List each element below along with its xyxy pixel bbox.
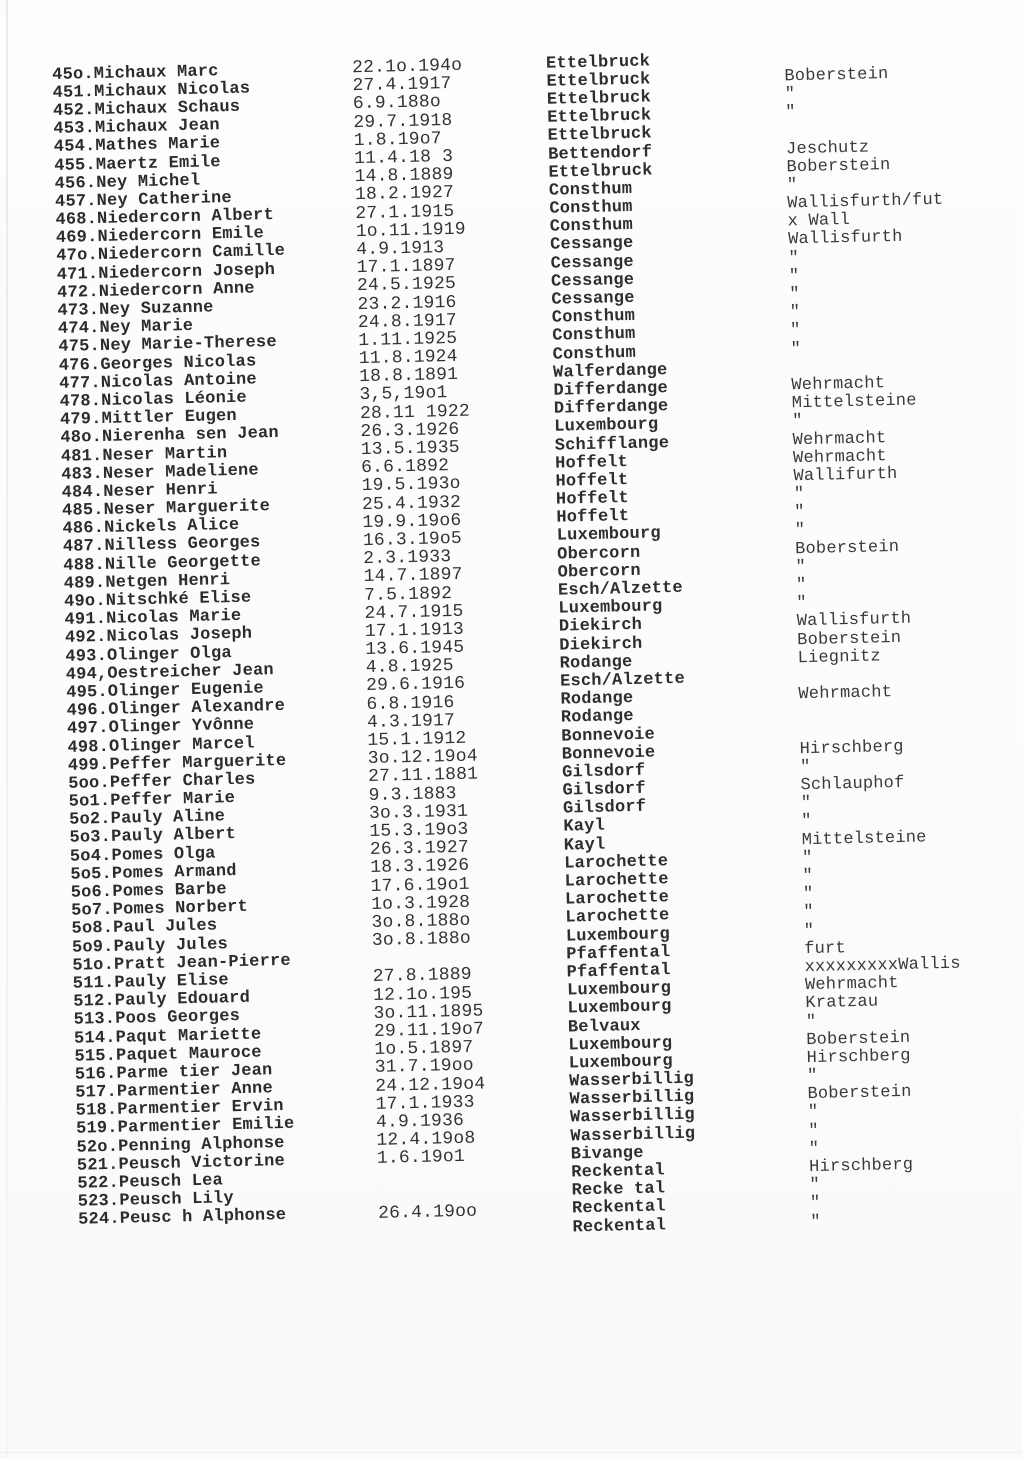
place-name: Gilsdorf	[562, 779, 646, 801]
person-name: 477.Nicolas Antoine	[59, 370, 258, 394]
destination: furt	[804, 939, 847, 959]
place-name: Ettelbruck	[548, 161, 653, 183]
person-name: 474.Ney Marie	[57, 317, 194, 340]
person-name: 494,Oestreicher Jean	[65, 660, 275, 685]
birth-date: 27.11.1881	[367, 764, 479, 788]
birth-date: 15.3.19o3	[369, 819, 469, 842]
person-name: 45o.Michaux Marc	[51, 61, 219, 85]
person-name: 5oo.Peffer Charles	[68, 770, 256, 794]
person-name: 5o6.Pomes Barbe	[70, 880, 227, 903]
destination: Kratzau	[805, 992, 879, 1014]
place-name: Rodange	[560, 689, 634, 710]
destination: Mittelsteine	[791, 391, 917, 414]
birth-date: 26.4.19oo	[377, 1201, 478, 1224]
person-name: 5o4.Pomes Olga	[69, 844, 216, 867]
person-name: 515.Paquet Mauroce	[74, 1043, 262, 1067]
place-name: Consthum	[549, 197, 633, 219]
person-name: 5o7.Pomes Norbert	[70, 897, 249, 921]
destination: Schlauphof	[800, 773, 905, 796]
destination: Hirschberg	[808, 1155, 914, 1178]
birth-date: 15.1.1912	[367, 728, 467, 752]
person-name: 476.Georges Nicolas	[58, 352, 257, 376]
birth-date: 3,5,19o1	[359, 383, 448, 406]
person-name: 497.Olinger Yvônne	[66, 715, 255, 740]
birth-date: 22.1o.194o	[351, 55, 463, 79]
destination: "	[796, 594, 808, 614]
birth-date: 29.6.1916	[365, 674, 466, 697]
destination	[798, 671, 1023, 676]
destination: Mittelsteine	[801, 828, 927, 850]
birth-date: 18.2.1927	[354, 183, 455, 206]
birth-date	[377, 1173, 571, 1177]
birth-date: 1o.11.1919	[355, 219, 467, 242]
destination: "	[806, 1066, 818, 1087]
place-name: Pfaffental	[566, 942, 671, 965]
birth-date: 14.8.1889	[354, 165, 454, 188]
destination: Hirschberg	[806, 1046, 911, 1069]
person-name: 5o1.Peffer Marie	[68, 789, 236, 812]
destination: "	[784, 85, 796, 105]
destination: Wallisfurth	[796, 610, 912, 632]
person-name: 453.Michaux Jean	[53, 116, 221, 140]
destination: Wehrmacht	[791, 374, 886, 396]
destination: Wehrmacht	[792, 446, 887, 469]
place-name: Esch/Alzette	[559, 669, 686, 692]
birth-date: 18.8.1891	[358, 365, 459, 388]
destination: Wallifurth	[793, 464, 898, 487]
birth-date: 11.4.18 3	[353, 146, 454, 170]
person-name: 511.Pauly Elise	[72, 971, 230, 994]
birth-date: 13.5.1935	[360, 437, 461, 461]
place-name: Luxembourg	[568, 1033, 673, 1056]
place-name: Larochette	[564, 870, 669, 892]
birth-date: 25.4.1932	[361, 492, 462, 515]
person-name: 499.Peffer Marguerite	[67, 751, 287, 776]
place-name: Gilsdorf	[561, 761, 646, 783]
person-name: 478.Nicolas Léonie	[59, 388, 248, 412]
birth-date: 1o.3.1928	[370, 892, 471, 915]
birth-date: 6.6.1892	[360, 456, 450, 479]
place-name: Cessange	[551, 288, 635, 310]
birth-date: 4.3.1917	[366, 710, 456, 733]
place-name: Ettelbruck	[546, 70, 651, 92]
destination: Liegnitz	[797, 647, 882, 669]
place-name: Ettelbruck	[545, 52, 651, 74]
place-name: Ettelbruck	[546, 88, 652, 110]
destination: Hirschberg	[799, 737, 904, 759]
place-name: Luxembourg	[556, 524, 662, 547]
place-name: Consthum	[552, 325, 636, 347]
person-name: 51o.Pratt Jean-Pierre	[72, 951, 292, 976]
destination: "	[801, 848, 813, 869]
birth-date: 12.4.19o8	[376, 1128, 476, 1152]
birth-date: 27.1.1915	[355, 201, 455, 224]
destination: "	[809, 1176, 821, 1196]
birth-date: 23.2.1916	[357, 292, 457, 315]
place-name: Hoffelt	[555, 489, 629, 510]
destination: Jeschutz	[785, 138, 870, 159]
destination: "	[788, 248, 800, 268]
destination: Boberstein	[797, 628, 902, 650]
place-name: Diekirch	[559, 634, 643, 656]
scan-edge	[6, 0, 8, 1459]
destination: Boberstein	[794, 537, 900, 559]
place-name: Luxembourg	[567, 997, 672, 1019]
person-name: 524.Peusc h Alphonse	[77, 1206, 287, 1231]
person-name: 454.Mathes Marie	[53, 134, 221, 158]
person-name: 517.Parmentier Anne	[75, 1079, 274, 1103]
birth-date: 13.6.1945	[365, 637, 465, 661]
person-name: 5o9.Pauly Jules	[71, 934, 229, 958]
birth-date: 14.7.1897	[363, 565, 463, 588]
birth-date: 2.3.1933	[363, 547, 452, 570]
place-name: Pfaffental	[566, 961, 671, 983]
place-name: Bonnevoie	[561, 743, 656, 765]
birth-date: 19.9.19o6	[362, 510, 462, 533]
person-name: 514.Paqut Mariette	[73, 1025, 262, 1049]
place-name: Rodange	[559, 652, 633, 674]
person-name: 484.Neser Henri	[61, 480, 218, 503]
place-name: Luxembourg	[565, 924, 671, 947]
birth-date: 17.1.1897	[356, 256, 456, 279]
destination: "	[799, 757, 811, 778]
destination: xxxxxxxxxWallis	[804, 954, 961, 978]
birth-date: 3o.8.188o	[371, 910, 471, 933]
place-name: Consthum	[552, 343, 637, 365]
birth-date: 31.7.19oo	[374, 1056, 475, 1079]
place-name: Consthum	[549, 216, 634, 238]
place-name: Consthum	[551, 307, 636, 328]
place-name: Obercorn	[557, 543, 641, 565]
place-name: Reckental	[571, 1161, 666, 1183]
birth-date: 12.1o.195	[372, 983, 473, 1006]
person-name: 5o3.Pauly Albert	[69, 825, 237, 849]
birth-date: 9.3.1883	[368, 783, 457, 806]
destination: "	[808, 1139, 820, 1159]
destination: "	[802, 885, 814, 905]
birth-date: 4.8.1925	[365, 656, 454, 679]
place-name: Luxembourg	[554, 415, 659, 438]
destination: Wehrmacht	[792, 428, 887, 450]
birth-date: 27.8.1889	[372, 965, 472, 988]
place-name: Luxembourg	[558, 597, 663, 619]
place-name: Differdange	[553, 379, 669, 401]
destination	[799, 726, 1023, 731]
birth-date: 24.12.19o4	[375, 1074, 486, 1097]
person-name: 479.Mittler Eugen	[59, 407, 238, 431]
person-name: 513.Poos Georges	[73, 1007, 241, 1031]
place-name: Larochette	[564, 888, 670, 910]
place-name: Recke tal	[571, 1179, 666, 1201]
destination: Boberstein	[786, 155, 891, 178]
place-name: Gilsdorf	[562, 797, 647, 819]
birth-date: 24.5.1925	[356, 274, 457, 297]
place-name: Kayl	[563, 835, 606, 856]
place-name: Walferdange	[552, 360, 668, 383]
destination: Wehrmacht	[798, 683, 893, 705]
person-name: 488.Nille Georgette	[63, 552, 262, 576]
place-name: Differdange	[553, 397, 669, 419]
place-name: Kayl	[563, 817, 606, 838]
destination: "	[808, 1121, 819, 1141]
place-name: Ettelbruck	[547, 106, 652, 128]
destination	[786, 126, 1016, 131]
person-name: 5o8.Paul Jules	[71, 916, 218, 940]
birth-date: 1.11.1925	[358, 328, 458, 352]
person-name: 491.Nicolas Marie	[64, 607, 242, 631]
destination: "	[795, 557, 807, 578]
person-name: 455.Maertz Emile	[54, 152, 221, 176]
place-name: Cessange	[550, 252, 635, 274]
destination: "	[809, 1194, 821, 1214]
destination: "	[803, 903, 815, 923]
destination	[784, 53, 1014, 58]
place-name: Bettendorf	[547, 142, 653, 165]
person-name: 485.Neser Marguerite	[61, 497, 271, 521]
destination: "	[789, 303, 801, 323]
birth-date: 6.9.188o	[352, 92, 442, 115]
birth-date: 16.3.19o5	[362, 528, 463, 552]
destination: "	[792, 412, 803, 432]
destination: "	[807, 1103, 819, 1123]
destination	[791, 362, 1021, 367]
person-name: 5o5.Pomes Armand	[70, 861, 237, 885]
birth-date: 24.8.1917	[357, 310, 458, 333]
destination: x Wall	[787, 211, 851, 232]
person-name: 487.Nilless Georges	[62, 533, 261, 558]
birth-date: 7.5.1892	[363, 583, 453, 606]
destination: "	[803, 921, 815, 941]
destination: "	[802, 866, 814, 887]
person-name: 498.Olinger Marcel	[67, 734, 255, 758]
birth-date: 28.11 1922	[359, 401, 471, 424]
place-name: Rodange	[560, 707, 634, 728]
birth-date: 27.4.1917	[352, 74, 452, 97]
destination: Boberstein	[806, 1028, 911, 1050]
place-name: Bivange	[570, 1143, 644, 1165]
birth-date: 1.8.19o7	[353, 129, 442, 152]
destination: "	[793, 485, 805, 505]
destination: Wehrmacht	[804, 974, 899, 996]
person-name: 469.Niedercorn Emile	[55, 224, 265, 249]
person-name: 47o.Niedercorn Camille	[56, 242, 286, 267]
destination: Boberstein	[784, 64, 889, 87]
person-name: 48o.Nierenha sen Jean	[60, 424, 280, 449]
person-name: 519.Parmentier Emilie	[75, 1115, 295, 1140]
birth-date: 1.6.19o1	[376, 1147, 466, 1170]
place-name: Bonnevoie	[561, 725, 656, 747]
birth-date: 11.8.1924	[358, 346, 458, 370]
place-name: Wasserbillig	[568, 1069, 695, 1092]
destination: "	[795, 576, 807, 596]
person-name: 49o.Nitschké Elise	[63, 588, 252, 612]
place-name: Wasserbillig	[569, 1087, 695, 1110]
person-name: 473.Ney Suzanne	[57, 298, 214, 321]
destination: "	[789, 285, 801, 305]
birth-date: 17.6.19o1	[370, 874, 470, 897]
birth-date: 19.5.193o	[361, 474, 461, 497]
birth-date	[378, 1191, 572, 1195]
person-name: 492.Nicolas Joseph	[64, 625, 253, 649]
destination: "	[794, 521, 806, 541]
person-name: 495.Olinger Eugenie	[66, 679, 265, 703]
person-name: 472.Niedercorn Anne	[56, 279, 255, 303]
birth-date: 26.3.1927	[369, 837, 470, 861]
birth-date	[372, 955, 566, 959]
destination: "	[788, 266, 800, 287]
destination: "	[786, 176, 798, 196]
scan-artifact	[0, 1452, 1023, 1453]
place-name: Schifflange	[554, 433, 670, 456]
birth-date: 6.8.1916	[366, 692, 455, 715]
place-name: Reckental	[571, 1197, 666, 1219]
person-name: 5o2.Pauly Aline	[68, 807, 226, 831]
deportation-list	[52, 44, 1023, 1248]
place-name: Luxembourg	[566, 979, 672, 1001]
place-name: Hoffelt	[554, 452, 629, 474]
birth-date: 1o.5.1897	[374, 1037, 474, 1061]
birth-date: 18.3.1926	[370, 856, 470, 879]
destination: "	[801, 812, 812, 832]
person-name: 486.Nickels Alice	[62, 516, 240, 540]
birth-date: 26.3.1926	[360, 419, 460, 442]
person-name: 471.Niedercorn Joseph	[56, 260, 276, 285]
destination: "	[800, 794, 812, 814]
birth-date	[379, 1228, 573, 1232]
place-name: Luxembourg	[568, 1052, 673, 1074]
destination: Boberstein	[807, 1083, 912, 1105]
person-name: 457.Ney Catherine	[54, 188, 233, 212]
destination	[799, 708, 1023, 713]
person-name: 483.Neser Madeliene	[61, 461, 260, 485]
birth-date: 3o.3.1931	[368, 801, 469, 824]
person-name: 523.Peusch Lily	[77, 1189, 234, 1212]
place-name: Consthum	[548, 179, 633, 201]
person-name: 496.Olinger Alexandre	[66, 697, 286, 721]
person-name: 512.Pauly Edouard	[73, 988, 251, 1012]
person-name: 481.Neser Martin	[60, 443, 228, 467]
destination: "	[785, 103, 796, 123]
birth-date: 3o.8.188o	[371, 928, 472, 952]
person-name: 522.Peusch Lea	[77, 1171, 224, 1194]
place-name: Larochette	[564, 852, 669, 874]
place-name: Ettelbruck	[547, 124, 652, 147]
destination: "	[789, 321, 801, 341]
birth-date: 3o.11.1895	[373, 1001, 484, 1024]
destination: Wallisfurth/fut	[787, 190, 944, 214]
birth-date: 29.7.1918	[353, 110, 453, 133]
person-name: 452.Michaux Schaus	[52, 97, 241, 121]
place-name: Diekirch	[558, 616, 643, 638]
place-name: Cessange	[549, 234, 634, 256]
destination: "	[794, 503, 805, 523]
person-name: 456.Ney Michel	[54, 171, 201, 194]
place-name: Reckental	[572, 1215, 667, 1238]
destination: "	[790, 339, 802, 359]
person-name: 52o.Penning Alphonse	[76, 1133, 285, 1158]
destination: "	[810, 1212, 822, 1232]
person-name: 518.Parmentier Ervin	[75, 1097, 284, 1122]
place-name: Hoffelt	[555, 470, 629, 492]
person-name	[79, 1232, 379, 1239]
place-name: Hoffelt	[556, 507, 630, 528]
person-name: 489.Netgen Henri	[63, 570, 231, 594]
place-name: Obercorn	[557, 561, 642, 583]
birth-date: 3o.12.19o4	[367, 746, 479, 770]
place-name: Wasserbillig	[569, 1106, 696, 1128]
place-name: Larochette	[565, 906, 670, 928]
place-name: Esch/Alzette	[557, 578, 684, 601]
person-name: 451.Michaux Nicolas	[52, 79, 251, 103]
birth-date: 17.1.1913	[364, 619, 465, 642]
place-name: Cessange	[550, 270, 635, 292]
birth-date: 24.7.1915	[364, 601, 464, 624]
birth-date: 29.11.19o7	[373, 1019, 485, 1042]
person-name: 468.Niedercorn Albert	[55, 206, 275, 231]
place-name: Belvaux	[567, 1016, 641, 1038]
person-name: 521.Peusch Victorine	[76, 1151, 286, 1176]
person-name: 516.Parme tier Jean	[74, 1061, 273, 1085]
person-name: 493.Olinger Olga	[65, 643, 233, 667]
place-name: Wasserbillig	[570, 1124, 696, 1147]
birth-date: 4.9.1913	[356, 238, 445, 261]
birth-date: 4.9.1936	[375, 1110, 465, 1133]
person-name: 475.Ney Marie-Therese	[58, 333, 277, 358]
birth-date: 17.1.1933	[375, 1092, 475, 1115]
destination: Wallisfurth	[787, 228, 903, 250]
destination: "	[805, 1012, 817, 1032]
